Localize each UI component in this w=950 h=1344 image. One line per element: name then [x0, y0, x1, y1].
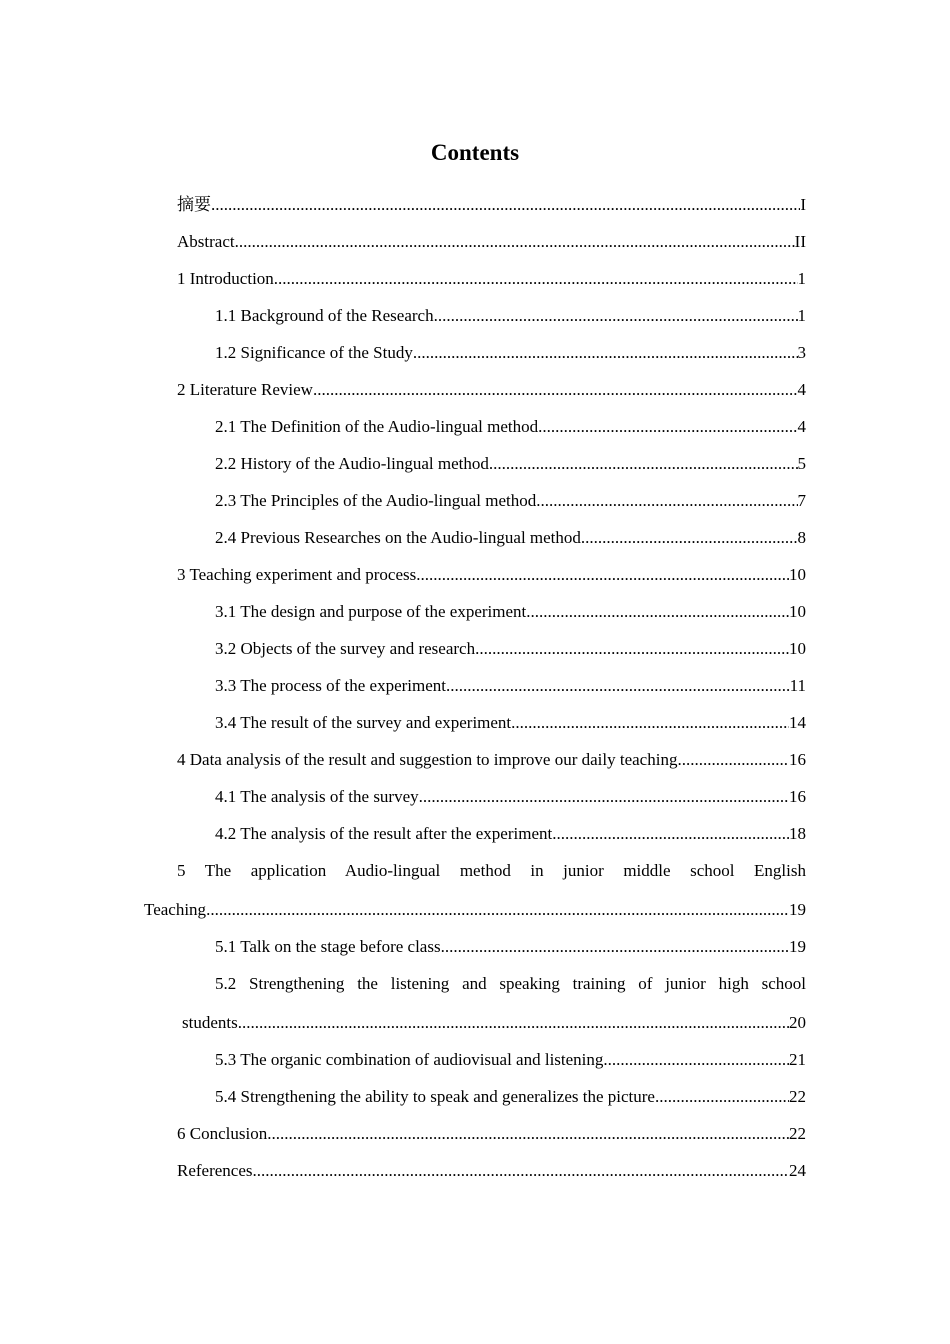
toc-entry-text: 2.4 Previous Researches on the Audio-lingual method — [215, 528, 581, 547]
toc-entry-text: 1.2 Significance of the Study — [215, 343, 413, 362]
toc-page-number: 21 — [789, 1050, 806, 1069]
toc-page-number: 10 — [789, 565, 806, 584]
toc-page-number: 20 — [789, 1013, 806, 1032]
toc-entry[interactable] — [177, 267, 806, 291]
toc-page-number: 11 — [789, 676, 806, 695]
toc-entry[interactable] — [215, 785, 806, 809]
toc-entry[interactable] — [177, 230, 806, 254]
toc-page-number: 1 — [797, 269, 806, 288]
toc-page-number: II — [794, 232, 806, 251]
toc-page-number: 5 — [797, 454, 806, 473]
dot-leader — [475, 637, 789, 661]
toc-entry[interactable] — [177, 1159, 806, 1183]
dot-leader — [413, 341, 798, 365]
toc-entry[interactable] — [215, 1048, 806, 1072]
toc-entry-text: Abstract — [177, 232, 235, 251]
toc-entry-text: 5.1 Talk on the stage before class — [215, 937, 441, 956]
toc-page-number: 19 — [789, 900, 806, 919]
toc-page-number: 7 — [797, 491, 806, 510]
toc-entry-line1[interactable]: 5.2 Strengthening the listening and speaking training of junior high school — [215, 974, 806, 993]
toc-entry[interactable] — [215, 1085, 806, 1109]
toc-page-number: 22 — [789, 1087, 806, 1106]
toc-entry-text: 2.1 The Definition of the Audio-lingual method — [215, 417, 539, 436]
toc-page-number: 4 — [797, 380, 806, 399]
toc-page-number: 16 — [789, 787, 806, 806]
dot-leader — [313, 378, 798, 402]
dot-leader — [434, 304, 798, 328]
toc-page-number: 10 — [789, 639, 806, 658]
toc-entry[interactable] — [177, 748, 806, 772]
toc-entry-text: 1 Introduction — [177, 269, 274, 288]
dot-leader — [581, 526, 798, 550]
toc-entry-text: 2.2 History of the Audio-lingual method — [215, 454, 489, 473]
toc-entry-text: 1.1 Background of the Research — [215, 306, 434, 325]
toc-entry[interactable] — [215, 711, 806, 735]
toc-entry-text: 3 Teaching experiment and process — [177, 565, 417, 584]
toc-page-number: 18 — [789, 824, 806, 843]
toc-entry-text: References — [177, 1161, 253, 1180]
toc-entry[interactable] — [215, 304, 806, 328]
toc-entry-text: 4.2 The analysis of the result after the experiment — [215, 824, 553, 843]
toc-page-number: 10 — [789, 602, 806, 621]
toc-entry-text: 2 Literature Review — [177, 380, 313, 399]
toc-entry-text: 6 Conclusion — [177, 1124, 268, 1143]
toc-page-number: 16 — [789, 750, 806, 769]
toc-entry[interactable] — [144, 898, 806, 922]
toc-entry[interactable] — [177, 1122, 806, 1146]
dot-leader — [538, 415, 797, 439]
toc-page-number: I — [800, 195, 806, 214]
toc-entry-text: 3.3 The process of the experiment — [215, 676, 447, 695]
toc-page-number: 1 — [797, 306, 806, 325]
toc-page-number: 8 — [797, 528, 806, 547]
dot-leader — [526, 600, 789, 624]
toc-entry-text: 5.4 Strengthening the ability to speak and generalizes the picture — [215, 1087, 655, 1106]
dot-leader — [235, 230, 795, 254]
dot-leader — [267, 1122, 789, 1146]
toc-entry[interactable] — [215, 674, 806, 698]
toc-page-number: 24 — [789, 1161, 806, 1180]
toc-entry[interactable] — [215, 489, 806, 513]
dot-leader — [677, 748, 789, 772]
toc-entry[interactable] — [177, 563, 806, 587]
toc-entry-text: 4 Data analysis of the result and suggestion to improve our daily teaching — [177, 750, 678, 769]
toc-entry[interactable] — [215, 600, 806, 624]
toc-entry-text: 2.3 The Principles of the Audio-lingual method — [215, 491, 537, 510]
toc-entry[interactable] — [215, 526, 806, 550]
toc-page-number: 3 — [797, 343, 806, 362]
toc-entry-text: Teaching — [144, 900, 207, 919]
dot-leader — [552, 822, 789, 846]
toc-entry[interactable] — [177, 193, 806, 217]
toc-page-number: 14 — [789, 713, 806, 732]
dot-leader — [206, 898, 789, 922]
dot-leader — [416, 563, 789, 587]
page-title: Contents — [430, 140, 520, 165]
toc-entry[interactable] — [215, 637, 806, 661]
dot-leader — [253, 1159, 789, 1183]
toc-page-number: 22 — [789, 1124, 806, 1143]
toc-page-number: 19 — [789, 937, 806, 956]
toc-entry-text: 5.3 The organic combination of audiovisual and listening — [215, 1050, 604, 1069]
toc-entry[interactable] — [215, 341, 806, 365]
toc-entry[interactable] — [177, 378, 806, 402]
dot-leader — [238, 1011, 789, 1035]
dot-leader — [211, 193, 800, 217]
dot-leader — [441, 935, 789, 959]
dot-leader — [655, 1085, 789, 1109]
dot-leader — [511, 711, 789, 735]
toc-entry[interactable] — [182, 1011, 806, 1035]
toc-entry[interactable] — [215, 822, 806, 846]
dot-leader — [274, 267, 798, 291]
toc-entry[interactable] — [215, 452, 806, 476]
dot-leader — [536, 489, 797, 513]
dot-leader — [489, 452, 798, 476]
dot-leader — [419, 785, 789, 809]
toc-page-number: 4 — [797, 417, 806, 436]
toc-entry-text: students — [182, 1013, 238, 1032]
toc-entry-text: 3.1 The design and purpose of the experiment — [215, 602, 527, 621]
toc-entry-text: 3.2 Objects of the survey and research — [215, 639, 476, 658]
toc-entry[interactable] — [215, 415, 806, 439]
toc-entry[interactable] — [215, 935, 806, 959]
toc-entry-text: 摘要 — [177, 195, 211, 214]
toc-entry-text: 4.1 The analysis of the survey — [215, 787, 419, 806]
toc-entry-line1[interactable]: 5 The application Audio-lingual method in junior middle school English — [177, 861, 806, 880]
dot-leader — [603, 1048, 789, 1072]
dot-leader — [446, 674, 790, 698]
toc-entry-text: 3.4 The result of the survey and experiment — [215, 713, 512, 732]
